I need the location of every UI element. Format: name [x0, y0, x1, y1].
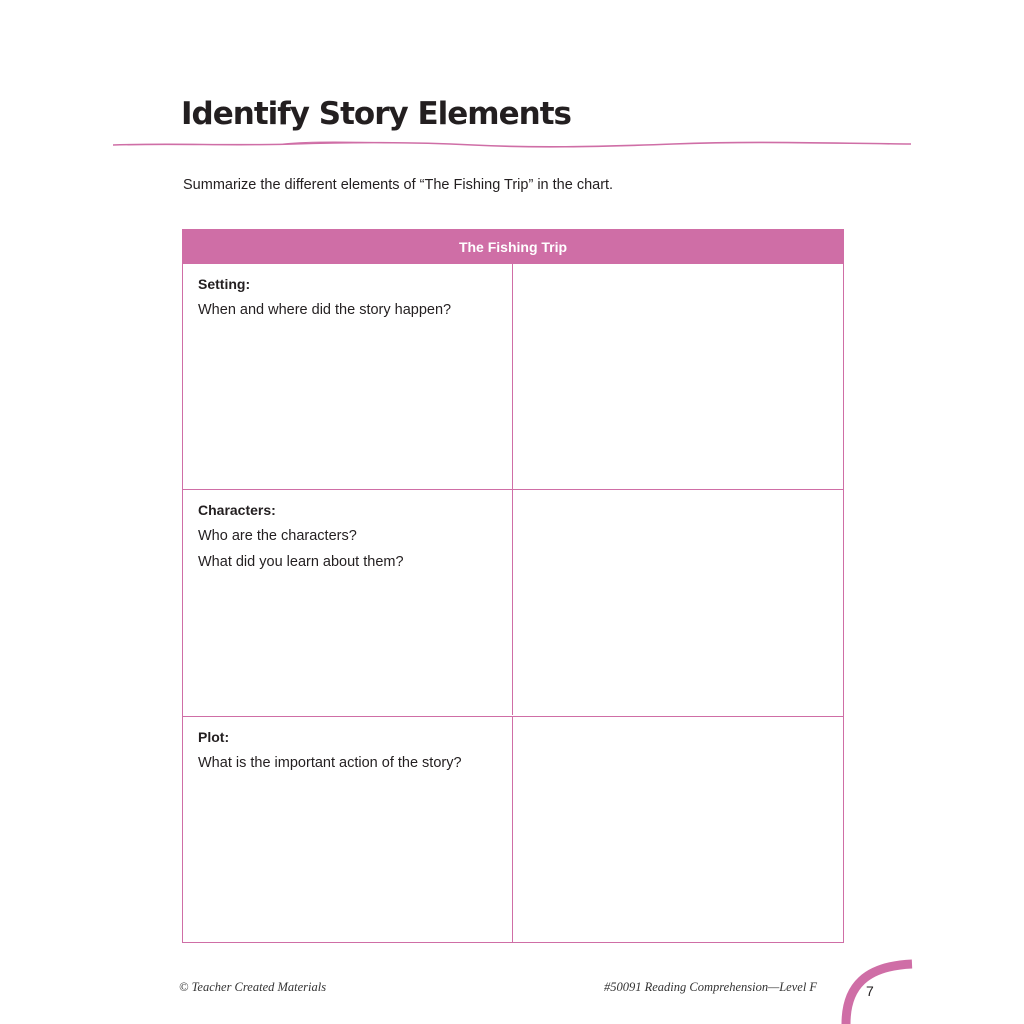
- characters-question-1: Who are the characters?: [198, 528, 357, 544]
- characters-prompt-cell: [183, 490, 513, 715]
- setting-heading: Setting:: [198, 276, 251, 292]
- title-underline: [113, 136, 911, 152]
- setting-question: When and where did the story happen?: [198, 302, 452, 318]
- chart-row-setting: [183, 263, 843, 489]
- instructions-text: Summarize the different elements of “The Fishing Trip” in the chart.: [183, 177, 614, 193]
- chart-header: The Fishing Trip: [183, 230, 843, 263]
- characters-heading: Characters:: [198, 502, 276, 518]
- plot-answer-cell[interactable]: [513, 717, 843, 942]
- setting-answer-cell[interactable]: [513, 264, 843, 489]
- characters-answer-cell[interactable]: [513, 490, 843, 715]
- page-title: Identify Story Elements: [181, 96, 571, 132]
- page-number: 7: [866, 983, 874, 999]
- footer-product-info: #50091 Reading Comprehension—Level F: [604, 980, 818, 994]
- setting-prompt-cell: [183, 264, 513, 489]
- page-corner-arc-decoration: [836, 956, 916, 1024]
- footer-copyright: © Teacher Created Materials: [179, 980, 327, 994]
- plot-question: What is the important action of the story?: [198, 755, 462, 771]
- characters-question-2: What did you learn about them?: [198, 554, 404, 570]
- story-elements-chart: [182, 229, 844, 943]
- plot-prompt-cell: [183, 717, 513, 942]
- chart-row-characters: [183, 489, 843, 715]
- plot-heading: Plot:: [198, 729, 230, 745]
- chart-row-plot: [183, 716, 843, 942]
